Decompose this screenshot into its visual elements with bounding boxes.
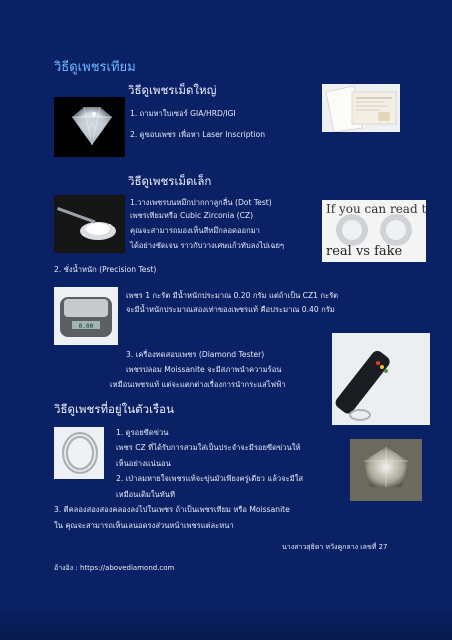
tester-line-2: เพชรปลอม Moissanite จะมีสภาพนำความร้อน bbox=[126, 365, 282, 374]
weigh-heading: 2. ชั่งน้ำหนัก (Precision Test) bbox=[54, 265, 157, 274]
scale-image bbox=[54, 287, 118, 345]
diamond-tester-image bbox=[332, 333, 430, 425]
home-line-2: เพชร CZ ที่ได้รับการสวมใส่เป็นประจำจะมีรอยขีดข่วนให้ bbox=[116, 443, 301, 452]
home-line-6: 3. ตีคลองสองสองคลองลงไปในเพชร ถ้าเป็นเพชรเทียม หรือ Moissanite bbox=[54, 505, 290, 514]
home-line-5: เหมือนเดิมในทันที bbox=[116, 490, 175, 499]
weigh-line-1: เพชร 1 กะรัต มีน้ำหนักประมาณ 0.20 กรัม แต่ถ้าเป็น CZ1 กะรัต bbox=[126, 291, 339, 300]
real-vs-fake-image bbox=[322, 200, 426, 262]
weigh-line-2: จะมีน้ำหนักประมาณสองเท่าของเพชรแท้ คือประมาณ 0.40 กรัม bbox=[126, 305, 335, 314]
tester-line-1: 3. เครื่องทดสอบเพชร (Diamond Tester) bbox=[126, 350, 265, 359]
large-item-2: 2. ดูขอบเพชร เพื่อหา Laser Inscription bbox=[130, 130, 266, 139]
small-diamonds-image bbox=[54, 195, 125, 253]
bottom-band bbox=[0, 604, 452, 640]
loose-diamond-image bbox=[350, 439, 422, 501]
large-item-1: 1. ถามหาใบเซอร์ GIA/HRD/IGI bbox=[130, 109, 236, 118]
heading-home-check: วิธีดูเพชรที่อยู่ในตัวเรือน bbox=[54, 402, 174, 416]
author-credit: นางสาวสุธิดา หวังคูกลาง เลขที่ 27 bbox=[282, 543, 388, 551]
home-line-1: 1. ดูรอยขีดข่วน bbox=[116, 428, 169, 437]
page-title: วิธีดูเพชรเทียม bbox=[54, 60, 136, 75]
certificate-image bbox=[322, 84, 400, 132]
home-line-7: ใน คุณจะสามารถเห็นเลนอดรงส่วนหน้าเพชรแต่ละหนา bbox=[54, 521, 234, 530]
real-vs-fake-top-text: If you can read t bbox=[326, 202, 426, 216]
real-vs-fake-text: real vs fake bbox=[326, 244, 403, 259]
diamond-image bbox=[54, 97, 125, 157]
reference-link: อ้างอิง : https://abovediamond.com bbox=[54, 564, 175, 572]
home-line-3: เห็นอย่างแน่นอน bbox=[116, 459, 171, 468]
tester-line-3: เหมือนเพชรแท้ แต่จะแตกต่างเรื่องการนำกระแสไฟฟ้า bbox=[110, 380, 286, 389]
dot-test-line-1: 1.วางเพชรบนหมึกปากกาลูกลื่น (Dot Test) bbox=[130, 198, 272, 207]
heading-small-diamond: วิธีดูเพชรเม็ดเล็ก bbox=[128, 174, 212, 188]
dot-test-line-2: เพชรเทียมหรือ Cubic Zirconia (CZ) bbox=[130, 211, 254, 220]
svg-text:0.00: 0.00 bbox=[78, 323, 94, 330]
dot-test-line-3: คุณจะสามารถมองเห็นสีหมึกลอดออกมา bbox=[130, 226, 260, 235]
dot-test-line-4: ได้อย่างชัดเจน ราวกับวางเศษแก้วทับลงไปเฉยๆ bbox=[130, 241, 285, 250]
heading-large-diamond: วิธีดูเพชรเม็ดใหญ่ bbox=[128, 83, 217, 97]
home-line-4: 2. เป่าลมหายใจเพชรแท้จะขุ่นมัวเพียงครู่เดียว แล้วจะมีใส bbox=[116, 474, 304, 483]
ring-image bbox=[54, 427, 104, 479]
